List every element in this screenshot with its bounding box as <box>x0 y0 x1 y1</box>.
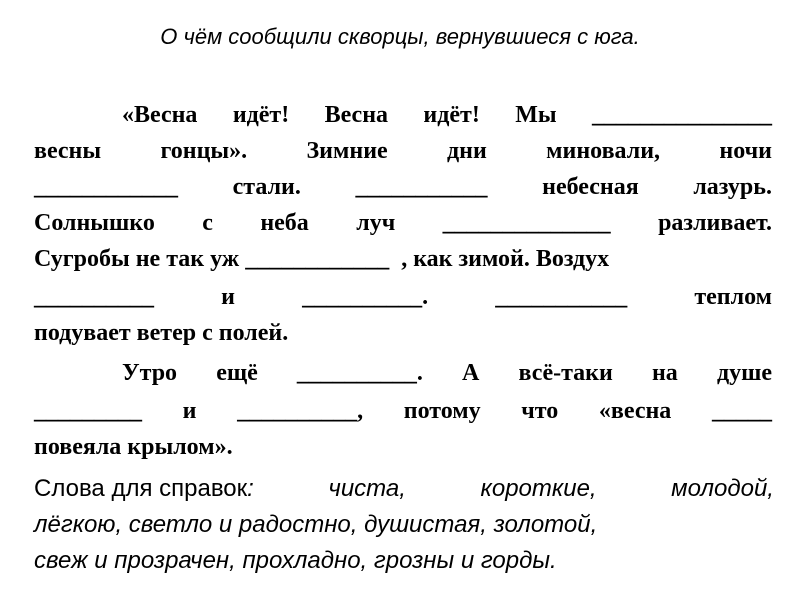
word: весны <box>34 138 102 164</box>
word: душе <box>716 360 772 386</box>
word: на <box>651 360 678 386</box>
word: дни <box>447 138 487 164</box>
blank-field: ______________ <box>442 210 611 236</box>
text-line-7 <box>34 316 772 350</box>
word: идёт! <box>232 102 290 128</box>
reference-word: короткие, <box>480 475 597 502</box>
reference-word: молодой, <box>671 475 774 502</box>
reference-line-3 <box>34 544 774 578</box>
word: «Весна <box>122 102 198 128</box>
word: небесная <box>542 174 639 200</box>
text-line-4 <box>34 206 772 240</box>
word: Солнышко <box>34 210 155 236</box>
reference-line-2 <box>34 508 774 542</box>
word: Весна <box>324 102 389 128</box>
word: ночи <box>719 138 772 164</box>
word: потому <box>403 398 481 424</box>
blank-field: _________ <box>34 398 142 424</box>
word: и <box>182 398 197 424</box>
word: идёт! <box>423 102 480 128</box>
text-line-10 <box>34 430 772 464</box>
word: Мы <box>515 102 557 128</box>
reference-label: Слова для справок <box>34 475 248 502</box>
word: Утро <box>122 360 178 386</box>
word: луч <box>356 210 396 236</box>
reference-word: чиста, <box>328 475 406 502</box>
word: всё-таки <box>518 360 613 386</box>
blank-field: _____ <box>711 398 772 424</box>
word: ещё <box>216 360 258 386</box>
blank-field: _______________ <box>591 102 772 128</box>
word: что <box>521 398 559 424</box>
word: теплом <box>694 284 772 310</box>
reference-words: свеж и прозрачен, прохладно, грозны и горды. <box>34 547 557 574</box>
blank-field: ___________ <box>355 174 488 200</box>
text-line-5 <box>34 242 772 276</box>
blank-field: __________, <box>237 398 364 424</box>
text-line-2 <box>34 134 772 168</box>
word: А <box>462 360 480 386</box>
sentence: подувает ветер с полей. <box>34 320 289 346</box>
sentence: повеяла крылом». <box>34 434 233 460</box>
blank-field: __________. <box>302 284 429 310</box>
word: лазурь. <box>693 174 772 200</box>
text-line-9 <box>34 394 772 428</box>
word: миновали, <box>546 138 661 164</box>
blank-field: ____________ <box>34 174 178 200</box>
word: с <box>202 210 213 236</box>
text-line-3 <box>34 170 772 204</box>
text-line-6 <box>34 280 772 314</box>
reference-colon: : <box>247 475 254 502</box>
text-line-1 <box>122 98 772 132</box>
text-line-8 <box>122 356 772 390</box>
blank-field: ___________ <box>495 284 628 310</box>
word: стали. <box>232 174 301 200</box>
word: гонцы». <box>160 138 248 164</box>
reference-words: лёгкою, светло и радостно, душистая, золотой, <box>34 511 598 538</box>
blank-field: __________. <box>296 360 423 386</box>
blank-field: __________ <box>34 284 154 310</box>
reference-line-1 <box>34 472 774 506</box>
word: Зимние <box>306 138 388 164</box>
sentence: Сугробы не так уж ____________ , как зимой. Воздух <box>34 246 610 272</box>
word: «весна <box>598 398 672 424</box>
word: неба <box>260 210 309 236</box>
word: и <box>221 284 235 310</box>
word: разливает. <box>658 210 772 236</box>
worksheet-title: О чём сообщили скворцы, вернувшиеся с юга. <box>160 24 640 49</box>
reference-label-group <box>34 472 254 506</box>
